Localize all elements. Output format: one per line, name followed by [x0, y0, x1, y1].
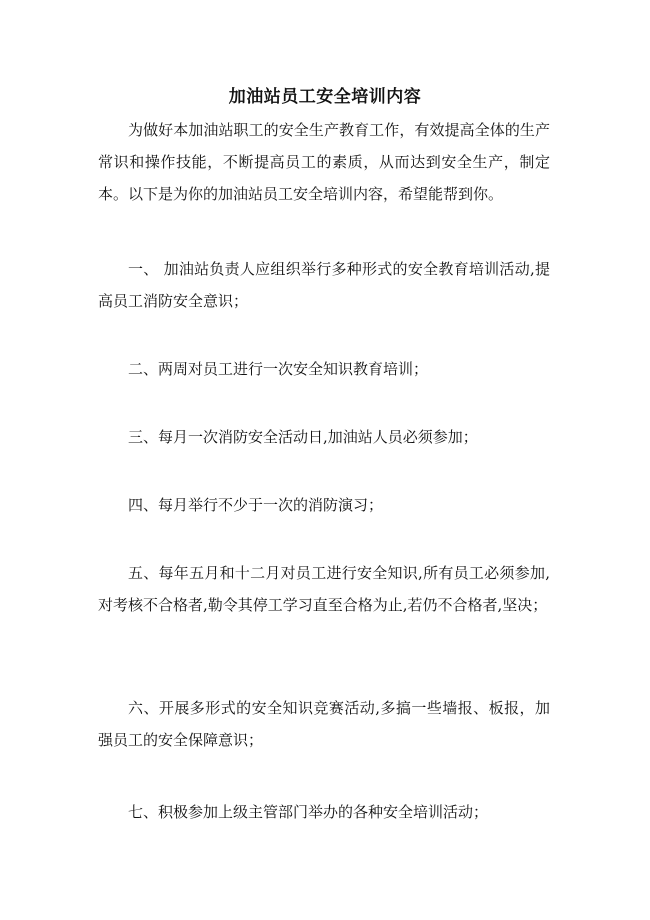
- training-item-1: 一、 加油站负责人应组织举行多种形式的安全教育培训活动,提高员工消防安全意识；: [98, 260, 550, 310]
- document-title: 加油站员工安全培训内容: [228, 87, 422, 107]
- training-item-5: 五、每年五月和十二月对员工进行安全知识,所有员工必须参加,对考核不合格者,勒令其停工学习直至合格为止,若仍不合格者,坚决；: [98, 564, 550, 614]
- training-item-6: 六、开展多形式的安全知识竞赛活动,多搞一些墙报、板报，加强员工的安全保障意识；: [98, 699, 550, 749]
- training-item-7: 七、积极参加上级主管部门举办的各种安全培训活动；: [128, 803, 489, 821]
- training-item-2: 二、两周对员工进行一次安全知识教育培训；: [128, 360, 429, 378]
- intro-paragraph: 为做好本加油站职工的安全生产教育工作，有效提高全体的生产常识和操作技能，不断提高员工的素质，从而达到安全生产，制定本。以下是为你的加油站员工安全培训内容，希望能帮到你。: [98, 121, 550, 203]
- training-item-3: 三、每月一次消防安全活动日,加油站人员必须参加；: [128, 428, 478, 446]
- training-item-4: 四、每月举行不少于一次的消防演习；: [128, 496, 384, 514]
